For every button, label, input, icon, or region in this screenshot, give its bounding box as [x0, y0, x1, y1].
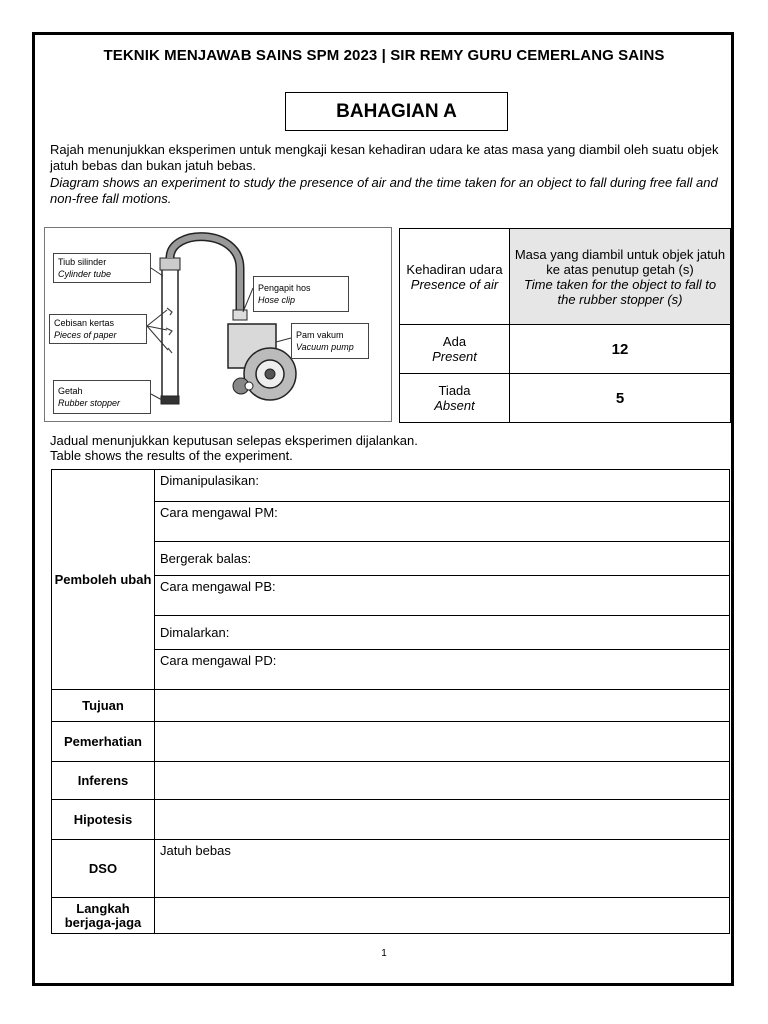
- results-row-absent: [400, 374, 731, 423]
- results-row-present: [400, 325, 731, 374]
- intro-malay: Rajah menunjukkan eksperimen untuk mengkaji kesan kehadiran udara ke atas masa yang diambil oleh suatu objek jatuh bebas dan bukan jatuh bebas.: [50, 142, 719, 173]
- results-cell-absent: [400, 374, 510, 423]
- results-value-absent: 5: [510, 374, 731, 423]
- label-cylinder-tube-ms: Tiub silinder: [58, 257, 107, 267]
- tube-top-cap: [160, 258, 180, 270]
- caption-malay: Jadual menunjukkan keputusan selepas eksperimen dijalankan.: [50, 433, 418, 448]
- results-present-ms: Ada: [442, 334, 467, 349]
- label-vacuum-pump-en: Vacuum pump: [296, 342, 354, 352]
- label-cylinder-tube-en: Cylinder tube: [58, 269, 112, 279]
- answer-field-constant[interactable]: Dimalarkan:: [155, 616, 730, 650]
- variables-head: Pemboleh ubah: [52, 470, 155, 690]
- answer-field-responding[interactable]: Bergerak balas:: [155, 542, 730, 576]
- hose-fill: [170, 237, 240, 316]
- results-absent-en: Absent: [434, 398, 475, 413]
- table-caption: [50, 433, 418, 463]
- answer-field-manipulated[interactable]: Dimanipulasikan:: [155, 470, 730, 502]
- rubber-stopper-shape: [161, 396, 179, 404]
- experiment-diagram: [44, 227, 392, 422]
- page-header: TEKNIK MENJAWAB SAINS SPM 2023 | SIR REMY GURU CEMERLANG SAINS: [103, 47, 665, 64]
- results-header-time: [510, 229, 731, 325]
- answer-field-inference[interactable]: [155, 762, 730, 800]
- results-value-present: 12: [510, 325, 731, 374]
- label-rubber-stopper-ms: Getah: [58, 386, 83, 396]
- answer-field-control-manipulated[interactable]: Cara mengawal PM:: [155, 502, 730, 542]
- row-head-aim: Tujuan: [52, 690, 155, 722]
- intro-text: [50, 142, 720, 207]
- answer-table: [51, 469, 730, 934]
- answer-field-observation[interactable]: [155, 722, 730, 762]
- caption-english: Table shows the results of the experiment.: [50, 448, 293, 463]
- results-header-presence-ms: Kehadiran udara: [406, 261, 503, 277]
- row-head-precautions: Langkah berjaga-jaga: [52, 898, 155, 934]
- label-rubber-stopper: [53, 380, 151, 414]
- results-header-time-en: Time taken for the object to fall to the rubber stopper (s): [523, 276, 717, 307]
- row-head-observation: Pemerhatian: [52, 722, 155, 762]
- pointer-stopper: [151, 394, 162, 400]
- results-cell-present: [400, 325, 510, 374]
- intro-english: Diagram shows an experiment to study the presence of air and the time taken for an object to fall during free fall and non-free fall motions.: [50, 175, 718, 206]
- results-absent-ms: Tiada: [438, 383, 471, 398]
- row-head-inference: Inferens: [52, 762, 155, 800]
- results-table: [399, 228, 731, 423]
- results-present-en: Present: [432, 349, 477, 364]
- pointer-pump: [276, 338, 291, 342]
- row-head-dso: DSO: [52, 840, 155, 898]
- label-paper-pieces-en: Pieces of paper: [54, 330, 117, 340]
- label-hose-clip-ms: Pengapit hos: [258, 283, 311, 293]
- label-hose-clip: [253, 276, 349, 312]
- label-hose-clip-en: Hose clip: [258, 295, 296, 305]
- label-vacuum-pump-ms: Pam vakum: [296, 330, 344, 340]
- page-number: 1: [381, 948, 387, 959]
- answer-field-control-responding[interactable]: Cara mengawal PB:: [155, 576, 730, 616]
- results-header-presence-en: Presence of air: [410, 276, 499, 292]
- hose-clip-shape: [233, 310, 247, 320]
- section-title: BAHAGIAN A: [285, 92, 508, 131]
- answer-field-precautions[interactable]: [155, 898, 730, 934]
- label-cylinder-tube: [53, 253, 151, 283]
- answer-field-dso[interactable]: Jatuh bebas: [155, 840, 730, 898]
- label-vacuum-pump: [291, 323, 369, 359]
- pump-wheel-centre: [265, 369, 275, 379]
- answer-field-hypothesis[interactable]: [155, 800, 730, 840]
- label-paper-pieces-ms: Cebisan kertas: [54, 318, 115, 328]
- results-header-time-ms: Masa yang diambil untuk objek jatuh ke atas penutup getah (s): [514, 246, 726, 277]
- label-paper-pieces: [49, 314, 147, 344]
- pump-knob: [245, 382, 253, 390]
- label-rubber-stopper-en: Rubber stopper: [58, 398, 121, 408]
- row-head-hypothesis: Hipotesis: [52, 800, 155, 840]
- answer-field-aim[interactable]: [155, 690, 730, 722]
- answer-field-control-constant[interactable]: Cara mengawal PD:: [155, 650, 730, 690]
- results-header-presence: [400, 229, 510, 325]
